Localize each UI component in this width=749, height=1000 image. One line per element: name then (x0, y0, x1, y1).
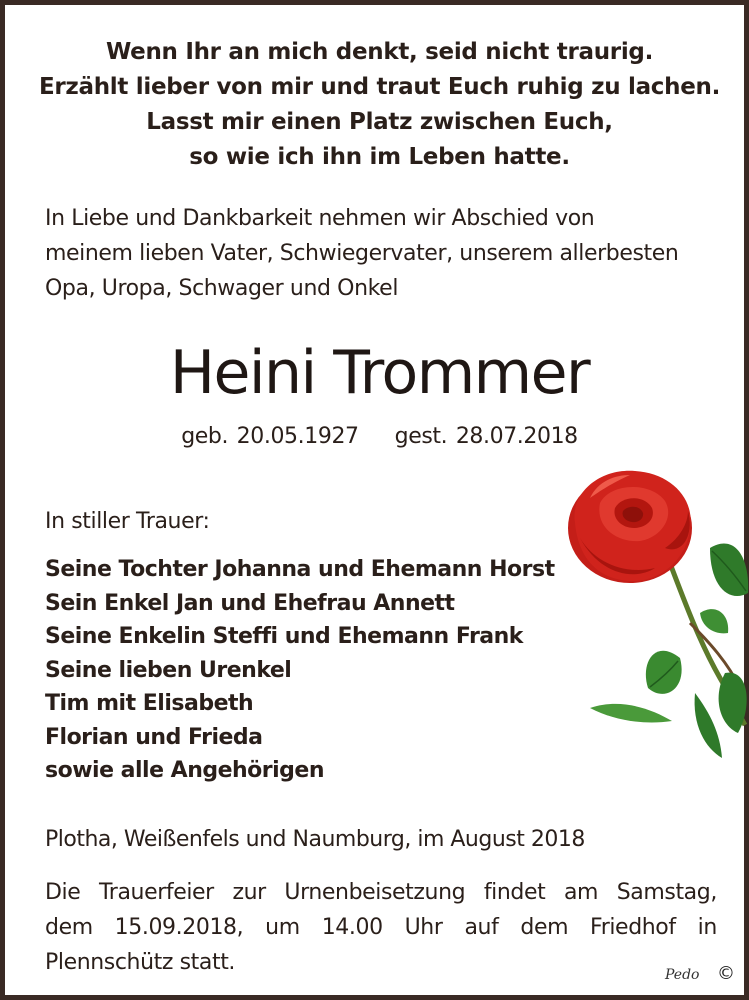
life-dates (5, 420, 749, 454)
mourner-line: Seine Enkelin Steffi und Ehemann Frank (45, 624, 523, 649)
deceased-name: Heini Trommer (169, 338, 590, 408)
rose-icon (560, 463, 749, 763)
mourner-line: Seine lieben Urenkel (45, 657, 292, 683)
service-line: Plennschütz statt. (45, 950, 236, 975)
designer-signature: Pedo (665, 967, 700, 983)
death-date: gest. 28.07.2018 (394, 424, 578, 449)
mourner-line: Seine Tochter Johanna und Ehemann Horst (45, 557, 555, 582)
intro-line: In Liebe und Dankbarkeit nehmen wir Abschied von (45, 206, 595, 231)
intro-line: Opa, Uropa, Schwager und Onkel (45, 276, 399, 301)
funeral-service-text (45, 875, 717, 980)
mourners-list (45, 553, 605, 788)
poem-line: Erzählt lieber von mir und traut Euch ruhig zu lachen. (38, 74, 721, 100)
poem-line: so wie ich ihn im Leben hatte. (189, 144, 570, 170)
poem-line: Lasst mir einen Platz zwischen Euch, (146, 109, 613, 135)
service-line: dem 15.09.2018, um 14.00 Uhr auf dem Friedhof in (45, 915, 717, 940)
copyright-icon: © (717, 963, 735, 984)
mourner-line: sowie alle Angehörigen (45, 758, 325, 783)
poem-line: Wenn Ihr an mich denkt, seid nicht traurig. (105, 39, 654, 65)
service-line: Die Trauerfeier zur Urnenbeisetzung findet am Samstag, (45, 880, 717, 905)
intro-line: meinem lieben Vater, Schwiegervater, unserem allerbesten (45, 241, 679, 266)
poem (5, 35, 749, 175)
place-and-date: Plotha, Weißenfels und Naumburg, im August 2018 (45, 827, 585, 852)
birth-date: geb. 20.05.1927 (181, 424, 359, 449)
intro-text (45, 201, 725, 306)
mourner-line: Tim mit Elisabeth (45, 691, 254, 716)
mourner-line: Florian und Frieda (45, 724, 263, 750)
mourning-label: In stiller Trauer: (45, 509, 210, 534)
mourner-line: Sein Enkel Jan und Ehefrau Annett (45, 590, 455, 616)
